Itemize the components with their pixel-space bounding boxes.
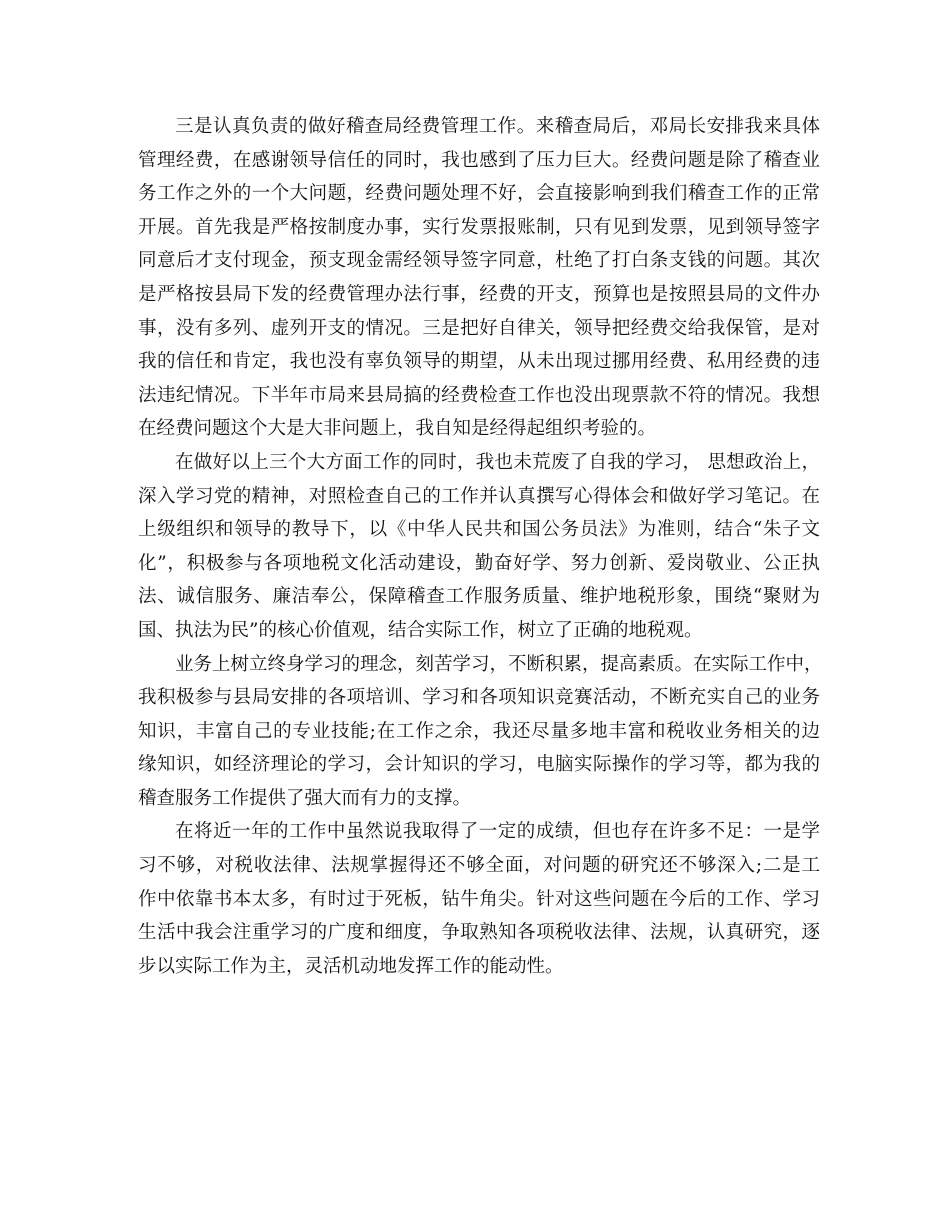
text-line: 务工作之外的一个大问题，经费问题处理不好，会直接影响到我们稽查工作的正常 xyxy=(138,183,820,205)
paragraph-3 xyxy=(138,648,823,816)
text-line: 同意后才支付现金，预支现金需经领导签字同意，杜绝了打白条支钱的问题。其次 xyxy=(138,250,820,272)
text-line: 法、诚信服务、廉洁奉公，保障稽查工作服务质量、维护地税形象，围绕“聚财为 xyxy=(138,586,820,608)
text-line: 三是认真负责的做好稽查局经费管理工作。来稽查局后，邓局长安排我来具体 xyxy=(175,116,820,137)
text-line: 事，没有多列、虚列开支的情况。三是把好自律关，领导把经费交给我保管，是对 xyxy=(138,317,820,339)
text-line: 稽查服务工作提供了强大而有力的支撑。 xyxy=(138,787,472,809)
text-line: 习不够，对税收法律、法规掌握得还不够全面，对问题的研究还不够深入;二是工 xyxy=(138,855,820,877)
text-line: 作中依靠书本太多，有时过于死板，钻牛角尖。针对这些问题在今后的工作、学习 xyxy=(138,888,820,910)
paragraph-4 xyxy=(138,815,820,983)
text-line: 在做好以上三个大方面工作的同时，我也未荒废了自我的学习， 思想政治上， xyxy=(175,451,820,473)
paragraph-2 xyxy=(138,446,820,648)
text-line: 在将近一年的工作中虽然说我取得了一定的成绩，但也存在许多不足：一是学 xyxy=(175,821,820,843)
text-line: 步以实际工作为主，灵活机动地发挥工作的能动性。 xyxy=(138,955,564,977)
text-line: 国、执法为民”的核心价值观，结合实际工作，树立了正确的地税观。 xyxy=(138,619,703,641)
text-line: 生活中我会注重学习的广度和细度，争取熟知各项税收法律、法规，认真研究，逐 xyxy=(138,922,820,944)
text-line: 管理经费，在感谢领导信任的同时，我也感到了压力巨大。经费问题是除了稽查业 xyxy=(138,149,820,171)
text-line: 开展。首先我是严格按制度办事，实行发票报账制，只有见到发票，见到领导签字 xyxy=(138,216,820,238)
text-line: 在经费问题这个大是大非问题上，我自知是经得起组织考验的。 xyxy=(138,418,657,440)
text-line: 深入学习党的精神，对照检查自己的工作并认真撰写心得体会和做好学习笔记。在 xyxy=(138,485,820,507)
text-line: 缘知识，如经济理论的学习，会计知识的学习，电脑实际操作的学习等，都为我的 xyxy=(138,754,820,776)
text-line: 我积极参与县局安排的各项培训、学习和各项知识竞赛活动，不断充实自己的业务 xyxy=(138,687,820,709)
text-line: 法违纪情况。下半年市局来县局搞的经费检查工作也没出现票款不符的情况。我想 xyxy=(138,384,820,406)
text-line: 业务上树立终身学习的理念，刻苦学习，不断积累，提高素质。在实际工作中， xyxy=(175,653,823,675)
text-line: 是严格按县局下发的经费管理办法行事，经费的开支，预算也是按照县局的文件办 xyxy=(138,283,820,305)
text-line: 知识，丰富自己的专业技能;在工作之余，我还尽量多地丰富和税收业务相关的边 xyxy=(138,720,820,742)
document-body xyxy=(138,110,823,983)
paragraph-1 xyxy=(138,110,820,446)
text-line: 上级组织和领导的教导下，以《中华人民共和国公务员法》为准则，结合“朱子文 xyxy=(138,519,820,541)
text-line: 化”，积极参与各项地税文化活动建设，勤奋好学、努力创新、爱岗敬业、公正执 xyxy=(138,552,820,574)
text-line: 我的信任和肯定，我也没有辜负领导的期望，从未出现过挪用经费、私用经费的违 xyxy=(138,351,820,373)
